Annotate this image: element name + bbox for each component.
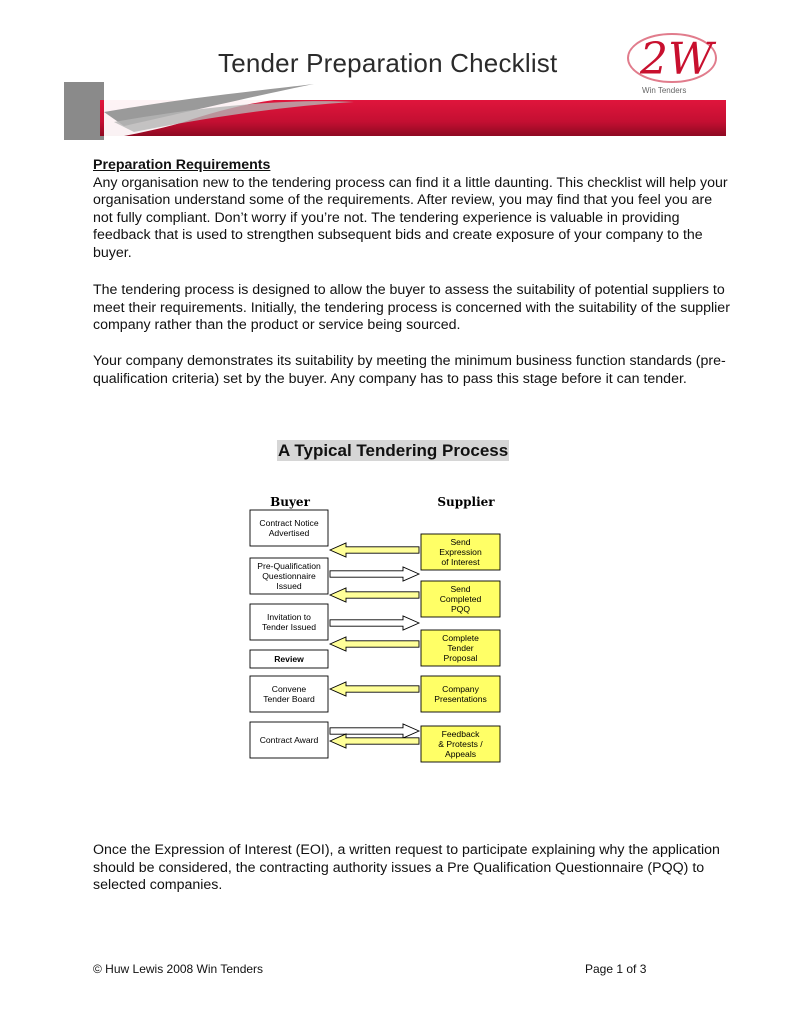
supplier-step-1-label: of Interest (441, 557, 480, 568)
buyer-step-2-label: Questionnaire (262, 571, 316, 581)
supplier-step-1 (421, 534, 500, 570)
supplier-step-1-label: Expression (439, 547, 482, 557)
process-title: A Typical Tendering Process (278, 441, 509, 460)
footer-page-number: Page 1 of 3 (585, 962, 647, 976)
supplier-step-2-label: Send (450, 583, 471, 594)
buyer-step-6-label: Contract Award (259, 735, 319, 745)
flow-arrow-to-buyer (330, 637, 419, 651)
supplier-step-4 (421, 676, 500, 712)
win-tenders-logo (620, 26, 730, 88)
supplier-step-1-label: Send (450, 536, 471, 547)
buyer-step-3 (250, 604, 328, 640)
supplier-step-2 (421, 581, 500, 617)
intro-paragraph-3: Your company demonstrates its suitability by meeting the minimum business function standards (pre-qualification criteria) set by the buyer. Any company has to pass this stage before it can tender. (93, 353, 726, 387)
supplier-step-5-label: Feedback (441, 728, 480, 739)
supplier-step-3 (421, 630, 500, 666)
supplier-step-3-label: Proposal (443, 653, 478, 664)
buyer-step-4 (250, 650, 328, 668)
intro-section (93, 157, 733, 263)
supplier-step-5-label: Appeals (444, 749, 477, 760)
flow-arrow-to-buyer (330, 543, 419, 557)
tendering-process-diagram (240, 488, 510, 773)
supplier-step-3-label: Tender (447, 643, 474, 653)
flow-arrow-to-buyer (330, 682, 419, 696)
logo-mark: 2W (640, 34, 714, 85)
banner-grey-block (64, 82, 104, 140)
supplier-step-2-label: PQQ (450, 604, 471, 615)
supplier-step-5-label: & Protests / (438, 739, 483, 749)
buyer-column-label: Buyer (270, 495, 310, 509)
buyer-step-3-label: Invitation to (267, 611, 311, 622)
buyer-step-1-label: Contract Notice (259, 517, 319, 528)
buyer-step-3-label: Tender Issued (262, 622, 316, 633)
buyer-step-5-label: Tender Board (263, 694, 315, 705)
supplier-step-3-label: Complete (442, 632, 479, 643)
supplier-step-4-label: Presentations (434, 694, 487, 705)
buyer-step-1 (250, 510, 328, 546)
buyer-step-2 (250, 558, 328, 594)
supplier-step-4-label: Company (442, 683, 479, 694)
preparation-heading: Preparation Requirements (93, 157, 271, 173)
buyer-step-4-label: Review (274, 654, 304, 664)
footer-copyright: © Huw Lewis 2008 Win Tenders (93, 962, 264, 976)
flow-arrow-to-supplier (330, 567, 419, 581)
buyer-step-6 (250, 722, 328, 758)
flow-arrow-to-buyer (330, 588, 419, 602)
flow-arrow-to-supplier (330, 616, 419, 630)
supplier-step-2-label: Completed (439, 594, 482, 604)
header-banner (64, 82, 726, 142)
intro-paragraph-1: Any organisation new to the tendering process can find it a little daunting. This checklist will help your organisation understand some of the requirements. After review, you may find that you feel you are not fully compliant. Don’t worry if you’re not. The tendering experience is valuable in providing feedback that is used to strengthen subsequent bids and create exposure of your company to the buyer. (93, 174, 728, 261)
supplier-column-label: Supplier (437, 495, 495, 509)
buyer-step-5-label: Convene (271, 683, 307, 694)
logo-caption: Win Tenders (642, 86, 687, 95)
supplier-step-5 (421, 726, 500, 762)
buyer-step-2-label: Pre-Qualification (257, 560, 321, 571)
buyer-step-1-label: Advertised (268, 528, 310, 539)
buyer-step-5 (250, 676, 328, 712)
intro-paragraph-2: The tendering process is designed to allow the buyer to assess the suitability of potential suppliers to meet their requirements. Initially, the tendering process is concerned with the suitability of the supplier company rather than the product or service being sourced. (93, 282, 730, 334)
page-title: Tender Preparation Checklist (218, 48, 558, 78)
buyer-step-2-label: Issued (276, 581, 302, 592)
outro-paragraph: Once the Expression of Interest (EOI), a written request to participate explaining why the application should be considered, the contracting authority issues a Pre Qualification Questionnaire (PQQ) to selected companies. (93, 842, 720, 894)
